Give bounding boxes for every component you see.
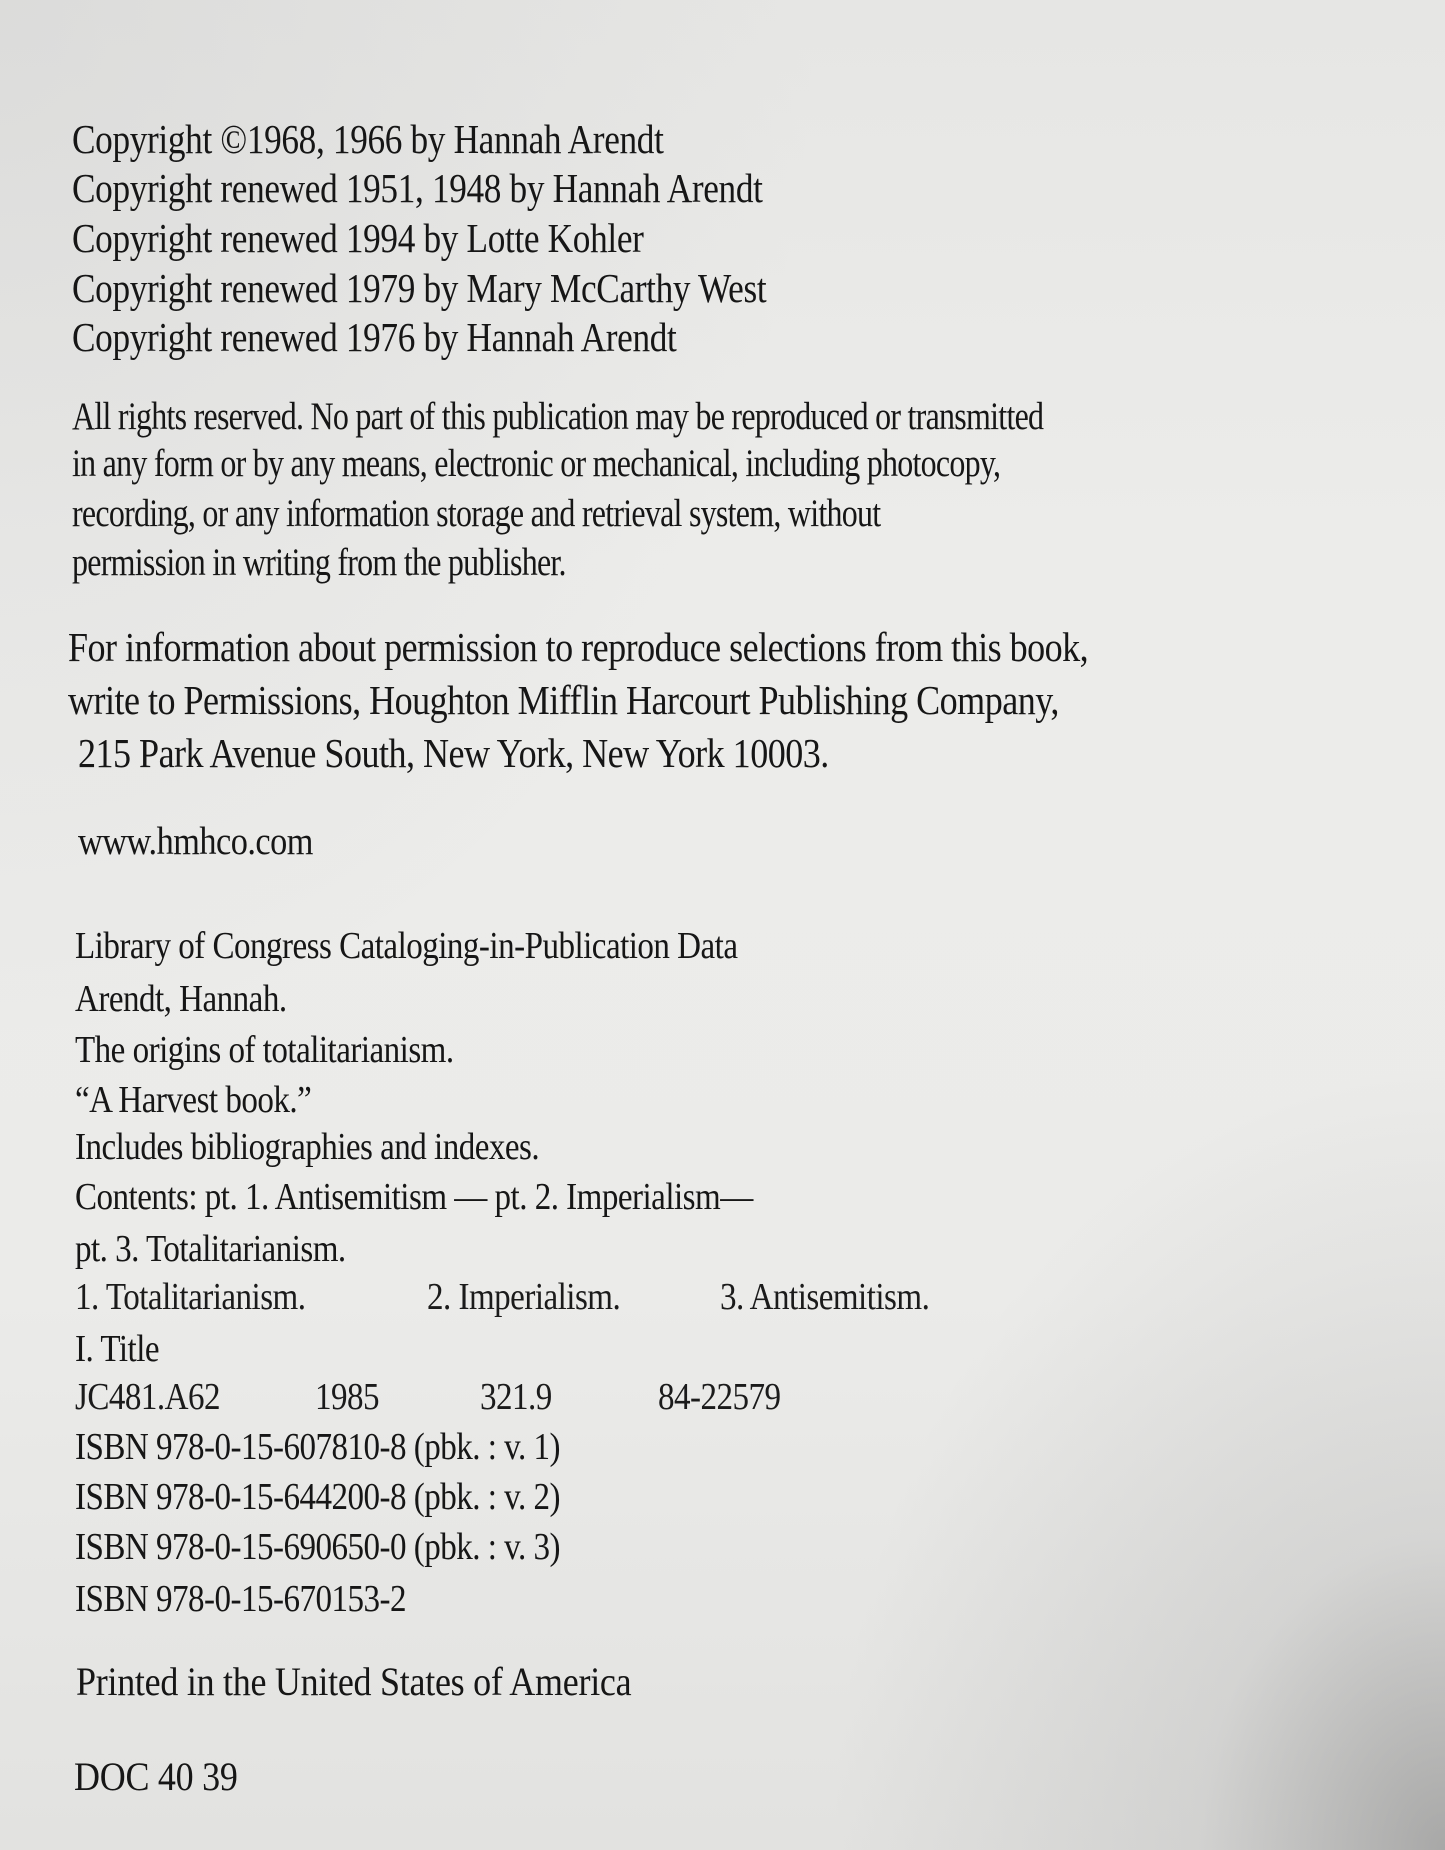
- cip-dewey: 321.9: [480, 1376, 552, 1418]
- cip-contents: Contents: pt. 1. Antisemitism — pt. 2. Imperialism—: [75, 1176, 753, 1218]
- copyright-line: Copyright ©1968, 1966 by Hannah Arendt: [72, 116, 664, 162]
- permissions-info-line: For information about permission to reproduce selections from this book,: [68, 624, 1089, 670]
- cip-isbn: ISBN 978-0-15-607810-8 (pbk. : v. 1): [75, 1426, 561, 1468]
- copyright-line: Copyright renewed 1951, 1948 by Hannah Arendt: [72, 165, 763, 211]
- copyright-line: Copyright renewed 1994 by Lotte Kohler: [72, 215, 644, 261]
- cip-isbn: ISBN 978-0-15-670153-2: [75, 1578, 407, 1620]
- printed-in-notice: Printed in the United States of America: [76, 1659, 632, 1704]
- copyright-line: Copyright renewed 1976 by Hannah Arendt: [72, 314, 677, 360]
- cip-subject: 3. Antisemitism.: [720, 1276, 930, 1318]
- cip-isbn: ISBN 978-0-15-644200-8 (pbk. : v. 2): [75, 1476, 561, 1518]
- cip-title: The origins of totalitarianism.: [75, 1029, 454, 1071]
- copyright-line: Copyright renewed 1979 by Mary McCarthy West: [72, 265, 767, 311]
- rights-notice-line: permission in writing from the publisher.: [72, 541, 566, 584]
- cip-isbn: ISBN 978-0-15-690650-0 (pbk. : v. 3): [75, 1526, 561, 1568]
- cip-subjects: [75, 1278, 1075, 1320]
- cip-classification: [75, 1378, 1075, 1420]
- permissions-info-line: 215 Park Avenue South, New York, New York 10003.: [78, 730, 829, 776]
- cip-lc-call-number: JC481.A62: [75, 1376, 221, 1418]
- permissions-info-line: write to Permissions, Houghton Mifflin Harcourt Publishing Company,: [68, 677, 1059, 723]
- cip-includes: Includes bibliographies and indexes.: [75, 1126, 540, 1168]
- cip-contents: pt. 3. Totalitarianism.: [75, 1228, 346, 1270]
- cip-series-note: “A Harvest book.”: [75, 1079, 312, 1121]
- rights-notice-line: All rights reserved. No part of this publication may be reproduced or transmitted: [72, 395, 1044, 438]
- cip-lccn: 84-22579: [658, 1376, 781, 1418]
- cip-subject: 2. Imperialism.: [427, 1276, 621, 1318]
- cip-year: 1985: [315, 1376, 380, 1418]
- rights-notice-line: recording, or any information storage and retrieval system, without: [72, 492, 881, 535]
- cip-author: Arendt, Hannah.: [75, 978, 287, 1020]
- cip-title-entry: I. Title: [75, 1328, 160, 1370]
- publisher-website-link[interactable]: www.hmhco.com: [78, 820, 313, 863]
- print-code: DOC 40 39: [74, 1754, 238, 1799]
- cip-subject: 1. Totalitarianism.: [75, 1276, 306, 1318]
- rights-notice-line: in any form or by any means, electronic or mechanical, including photocopy,: [72, 442, 1001, 485]
- cip-heading: Library of Congress Cataloging-in-Publication Data: [75, 925, 738, 967]
